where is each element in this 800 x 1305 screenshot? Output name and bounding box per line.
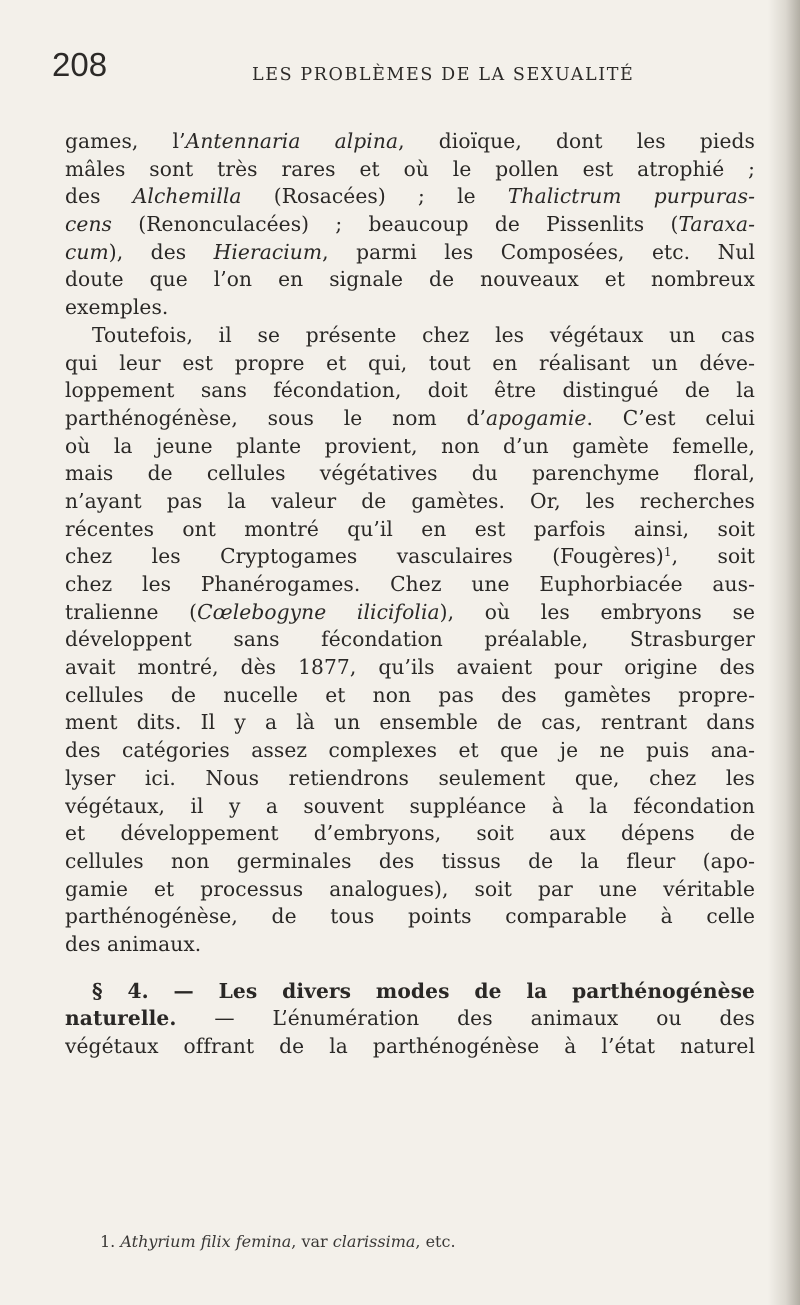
text-line: cens (Renonculacées) ; beaucoup de Pissenlits (Taraxa- — [65, 212, 755, 237]
page-header — [52, 48, 752, 88]
running-title: LES PROBLÈMES DE LA SEXUALITÉ — [252, 65, 635, 85]
text-line: végétaux offrant de la parthénogénèse à l’état naturel — [65, 1034, 755, 1058]
text-line: n’ayant pas la valeur de gamètes. Or, les recherches — [65, 488, 755, 513]
text-line: parthénogénèse, de tous points comparable à celle — [65, 904, 755, 929]
text-line: développent sans fécondation préalable, Strasburger — [65, 627, 755, 652]
text-line: chez les Cryptogames vasculaires (Fougères)$^1$, soit — [65, 544, 755, 569]
text-line: ment dits. Il y a là un ensemble de cas, rentrant dans — [65, 710, 755, 735]
text-line: parthénogénèse, sous le nom d’apogamie. C’est celui — [65, 405, 755, 430]
text-line: cellules non germinales des tissus de la fleur (apo- — [65, 848, 755, 873]
text-line: lyser ici. Nous retiendrons seulement que, chez les — [65, 765, 755, 790]
body-text — [65, 128, 755, 1061]
page-number: 208 — [52, 46, 108, 83]
text-line: et développement d’embryons, soit aux dépens de — [65, 821, 755, 846]
text-line: tralienne (Cœlebogyne ilicifolia), où les embryons se — [65, 599, 755, 624]
footnote-marker: 1 — [663, 545, 672, 560]
text-line: cum), des Hieracium, parmi les Composées, etc. Nul — [65, 239, 755, 264]
text-line: naturelle. — L’énumération des animaux ou des — [65, 1006, 755, 1031]
text-line: doute que l’on en signale de nouveaux et nombreux — [65, 267, 755, 292]
text-line: mâles sont très rares et où le pollen est atrophié ; — [65, 156, 755, 181]
text-line: games, l’Antennaria alpina, dioïque, dont les pieds — [65, 129, 755, 153]
text-line: végétaux, il y a souvent suppléance à la fécondation — [65, 793, 755, 818]
text-line: qui leur est propre et qui, tout en réalisant un déve- — [65, 350, 755, 375]
text-line: cellules de nucelle et non pas des gamètes propre- — [65, 682, 755, 707]
text-line: où la jeune plante provient, non d’un gamète femelle, — [65, 433, 755, 458]
text-line: récentes ont montré qu’il en est parfois ainsi, soit — [65, 516, 755, 541]
section-gap — [65, 959, 755, 978]
text-line: des catégories assez complexes et que je ne puis ana- — [65, 738, 755, 763]
section-heading: § 4. — Les divers modes de la parthénogénèse — [92, 978, 755, 1003]
page-edge-shadow — [768, 0, 800, 1305]
text-line: mais de cellules végétatives du parenchyme floral, — [65, 461, 755, 486]
text-line: gamie et processus analogues), soit par une véritable — [65, 876, 755, 901]
text-line: Toutefois, il se présente chez les végétaux un cas — [92, 322, 755, 347]
text-line: loppement sans fécondation, doit être distingué de la — [65, 378, 755, 403]
text-line: des animaux. — [65, 931, 202, 956]
text-line: chez les Phanérogames. Chez une Euphorbiacée aus- — [65, 572, 755, 596]
text-line: avait montré, dès 1877, qu’ils avaient pour origine des — [65, 655, 755, 680]
text-line: exemples. — [65, 295, 169, 320]
text-line: des Alchemilla (Rosacées) ; le Thalictrum purpuras- — [65, 184, 755, 209]
footnote: 1. Athyrium filix femina, var clarissima, etc. — [100, 1232, 456, 1251]
